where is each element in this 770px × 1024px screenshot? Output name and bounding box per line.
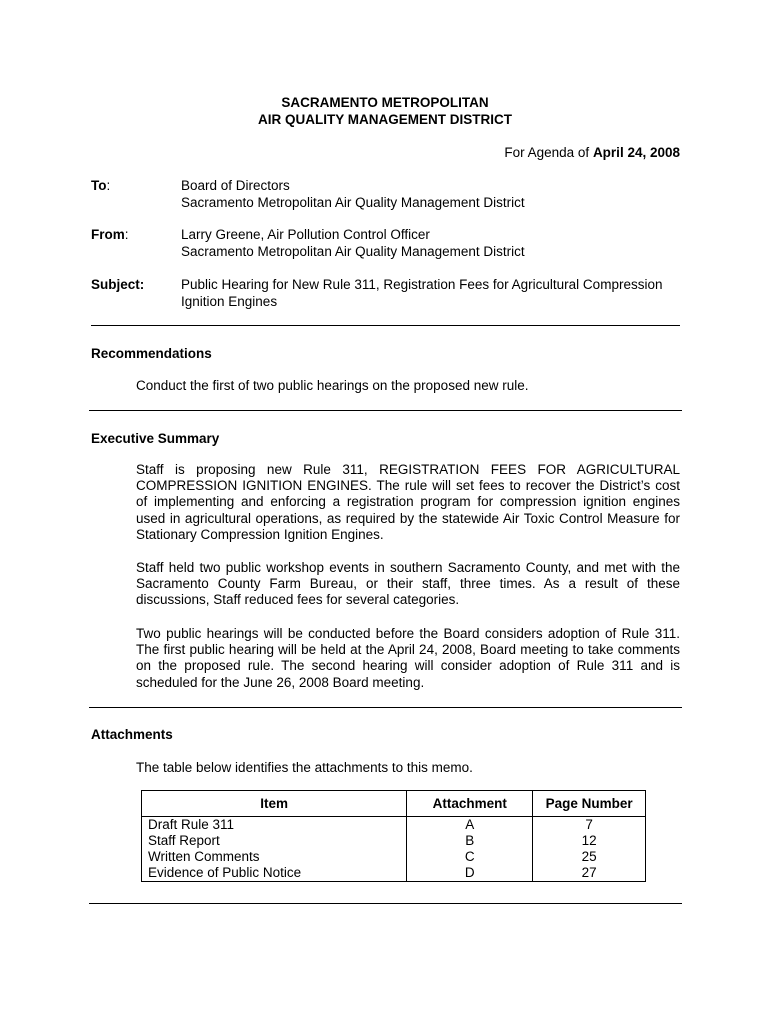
- subject-line-1: Public Hearing for New Rule 311, Registration Fees for Agricultural Compression: [181, 277, 663, 292]
- subject-text: [181, 277, 681, 310]
- from-label-colon: :: [124, 227, 129, 242]
- cell-attachment: B: [407, 833, 533, 849]
- column-header-page-number: Page Number: [533, 791, 646, 817]
- subject-line-2: Ignition Engines: [181, 293, 278, 309]
- table-row: [142, 833, 646, 849]
- organization-name-line1: SACRAMENTO METROPOLITAN: [281, 95, 489, 110]
- cell-item: Written Comments: [142, 849, 407, 865]
- recommendations-heading: Recommendations: [91, 346, 212, 361]
- table-row: [142, 849, 646, 865]
- agenda-prefix: For Agenda of: [504, 145, 593, 160]
- cell-attachment: A: [407, 817, 533, 834]
- subject-label: Subject:: [91, 277, 145, 292]
- executive-summary-paragraph-3: Two public hearings will be conducted before the Board considers adoption of Rule 311. The first public hearing will be held at the April 24, 2008, Board meeting to take comments on the proposed rule. The second hearing will consider adoption of Rule 311 and is scheduled for the June 26, 2008 Board meeting.: [136, 626, 680, 690]
- executive-summary-heading: Executive Summary: [91, 431, 220, 446]
- agenda-date-line: [91, 145, 680, 160]
- attachments-intro: The table below identifies the attachments to this memo.: [136, 760, 473, 775]
- cell-item: Evidence of Public Notice: [142, 865, 407, 882]
- attachments-table: [141, 790, 646, 882]
- cell-attachment: C: [407, 849, 533, 865]
- cell-page-number: 25: [533, 849, 646, 865]
- to-label-text: To: [91, 178, 107, 193]
- to-recipient: [181, 178, 681, 211]
- agenda-date: April 24, 2008: [592, 145, 680, 160]
- to-label-colon: :: [106, 178, 111, 193]
- recommendations-divider: [89, 410, 682, 411]
- table-row: [142, 865, 646, 882]
- summary-divider: [89, 707, 682, 708]
- to-label: [91, 178, 110, 193]
- from-label-text: From: [91, 227, 125, 242]
- table-row: [142, 817, 646, 834]
- organization-name-line2: AIR QUALITY MANAGEMENT DISTRICT: [258, 112, 512, 127]
- cell-page-number: 27: [533, 865, 646, 882]
- cell-page-number: 12: [533, 833, 646, 849]
- cell-item: Staff Report: [142, 833, 407, 849]
- column-header-item: Item: [142, 791, 407, 817]
- header-divider: [91, 325, 680, 326]
- from-line-2: Sacramento Metropolitan Air Quality Management District: [181, 243, 525, 259]
- column-header-attachment: Attachment: [407, 791, 533, 817]
- executive-summary-paragraph-1: Staff is proposing new Rule 311, REGISTRATION FEES FOR AGRICULTURAL COMPRESSION IGNITION ENGINES. The rule will set fees to recover the District’s cost of implementing and enforcing a registration program for compression ignition engines used in agricultural operations, as required by the statewide Air Toxic Control Measure for Stationary Compression Ignition Engines.: [136, 462, 680, 542]
- from-sender: [181, 227, 681, 260]
- attachments-divider: [89, 903, 682, 904]
- to-line-2: Sacramento Metropolitan Air Quality Management District: [181, 194, 525, 210]
- from-line-1: Larry Greene, Air Pollution Control Officer: [181, 227, 430, 242]
- cell-item: Draft Rule 311: [142, 817, 407, 834]
- to-line-1: Board of Directors: [181, 178, 290, 193]
- cell-page-number: 7: [533, 817, 646, 834]
- executive-summary-paragraph-2: Staff held two public workshop events in southern Sacramento County, and met with the Sacramento County Farm Bureau, or their staff, three times. As a result of these discussions, Staff reduced fees for several categories.: [136, 560, 680, 608]
- table-header-row: [142, 791, 646, 817]
- attachments-heading: Attachments: [91, 727, 173, 742]
- recommendations-text: Conduct the first of two public hearings on the proposed new rule.: [136, 378, 529, 393]
- cell-attachment: D: [407, 865, 533, 882]
- from-label: [91, 227, 129, 242]
